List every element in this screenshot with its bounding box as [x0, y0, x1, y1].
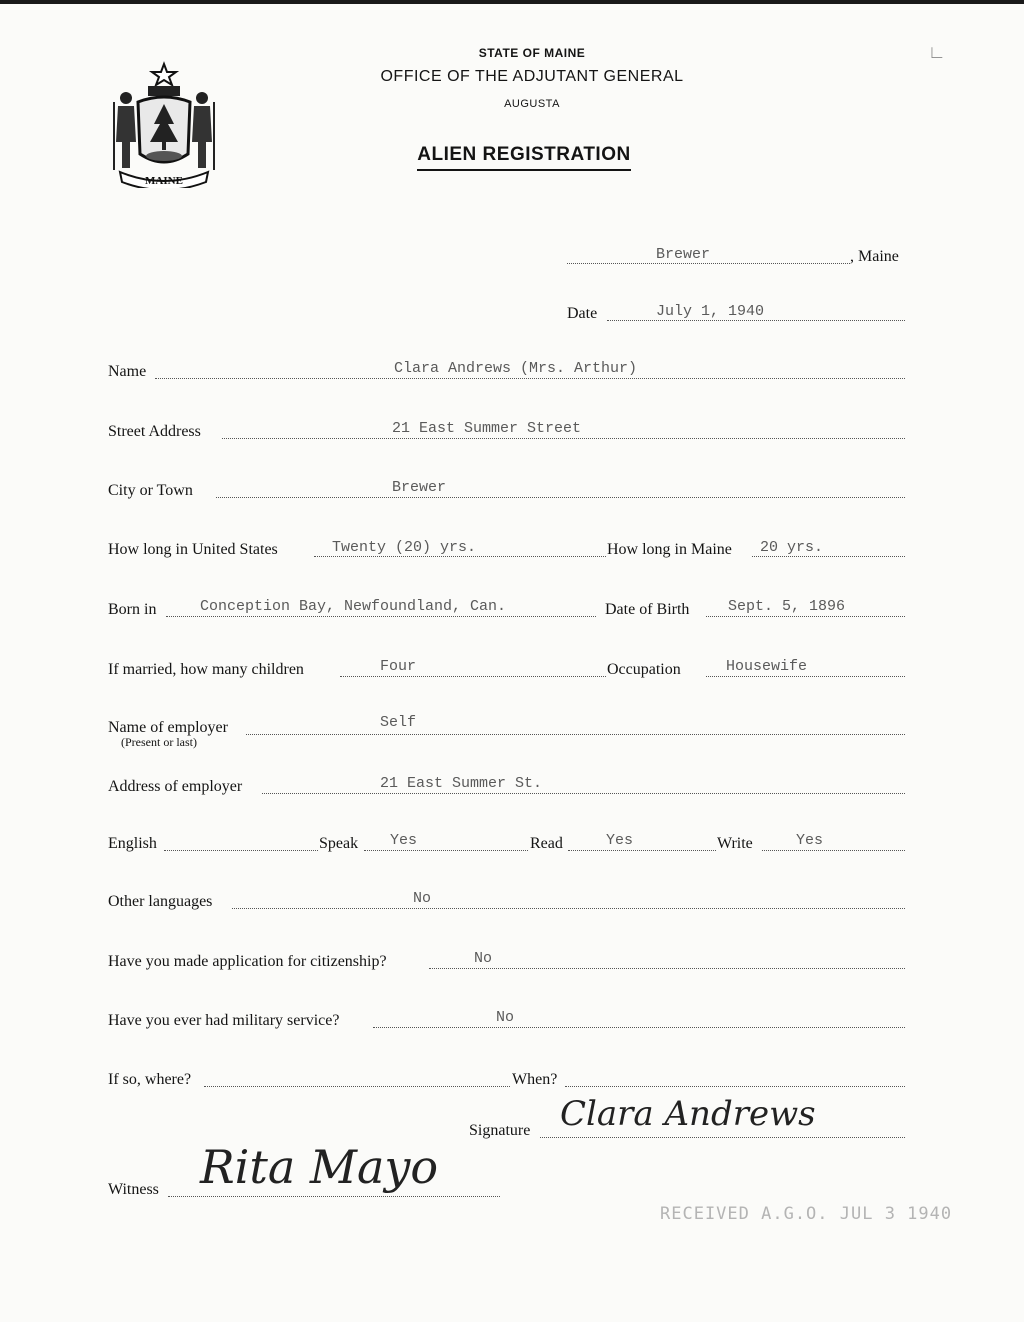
city-value: Brewer: [392, 479, 447, 496]
header-city: AUGUSTA: [504, 98, 560, 110]
english-dotted-line: [164, 850, 318, 851]
witness-dotted-line: [168, 1196, 500, 1197]
signature-label: Signature: [469, 1122, 531, 1139]
seal-text: MAINE: [145, 175, 183, 187]
born-value: Conception Bay, Newfoundland, Can.: [200, 598, 507, 615]
maine-value: 20 yrs.: [760, 539, 824, 556]
military-label: Have you ever had military service?: [108, 1012, 340, 1029]
witness-value: Rita Mayo: [200, 1140, 439, 1194]
city-dotted-line: [216, 497, 905, 498]
occupation-dotted-line: [706, 676, 905, 677]
other-lang-label: Other languages: [108, 893, 213, 910]
born-dotted-line: [166, 616, 596, 617]
form-title: ALIEN REGISTRATION: [417, 144, 630, 171]
name-dotted-line: [155, 378, 905, 379]
city-label: City or Town: [108, 482, 193, 499]
scan-border: [0, 0, 1024, 4]
employer-addr-value: 21 East Summer St.: [380, 775, 543, 792]
occupation-label: Occupation: [607, 661, 681, 678]
street-label: Street Address: [108, 423, 201, 440]
signature-value: Clara Andrews: [560, 1094, 816, 1134]
dob-dotted-line: [706, 616, 905, 617]
when-dotted-line: [565, 1086, 905, 1087]
employer-label: Name of employer: [108, 719, 228, 736]
military-dotted-line: [373, 1027, 905, 1028]
place-suffix: , Maine: [850, 248, 899, 265]
military-value: No: [496, 1009, 515, 1026]
header-office: OFFICE OF THE ADJUTANT GENERAL: [380, 68, 684, 85]
employer-value: Self: [380, 714, 417, 731]
children-label: If married, how many children: [108, 661, 304, 678]
citizenship-label: Have you made application for citizenship?: [108, 953, 387, 970]
write-value: Yes: [796, 832, 824, 849]
check-mark: ∟: [928, 42, 946, 62]
street-value: 21 East Summer Street: [392, 420, 582, 437]
employer-dotted-line: [246, 734, 905, 735]
children-dotted-line: [340, 676, 606, 677]
date-label: Date: [567, 305, 598, 322]
maine-dotted-line: [752, 556, 905, 557]
speak-value: Yes: [390, 832, 418, 849]
place-dotted-line: [567, 263, 850, 264]
write-dotted-line: [762, 850, 905, 851]
us-dotted-line: [314, 556, 606, 557]
employer-addr-dotted-line: [262, 793, 905, 794]
street-dotted-line: [222, 438, 905, 439]
where-dotted-line: [204, 1086, 510, 1087]
maine-label: How long in Maine: [607, 541, 732, 558]
children-value: Four: [380, 658, 417, 675]
employer-sublabel: (Present or last): [121, 735, 197, 749]
dob-value: Sept. 5, 1896: [728, 598, 846, 615]
name-value: Clara Andrews (Mrs. Arthur): [394, 360, 638, 377]
citizenship-dotted-line: [429, 968, 905, 969]
read-label: Read: [530, 835, 563, 852]
date-dotted-line: [607, 320, 905, 321]
us-value: Twenty (20) yrs.: [332, 539, 477, 556]
write-label: Write: [717, 835, 753, 852]
received-stamp: RECEIVED A.G.O. JUL 3 1940: [660, 1204, 953, 1224]
name-label: Name: [108, 363, 147, 380]
occupation-value: Housewife: [726, 658, 808, 675]
where-label: If so, where?: [108, 1071, 192, 1088]
speak-label: Speak: [319, 835, 359, 852]
place-value: Brewer: [656, 246, 711, 263]
other-lang-value: No: [413, 890, 432, 907]
born-label: Born in: [108, 601, 157, 618]
signature-dotted-line: [540, 1137, 905, 1138]
english-label: English: [108, 835, 157, 852]
speak-dotted-line: [364, 850, 528, 851]
date-value: July 1, 1940: [656, 303, 765, 320]
when-label: When?: [512, 1071, 558, 1088]
header-state: STATE OF MAINE: [478, 46, 586, 60]
witness-label: Witness: [108, 1181, 159, 1198]
us-label: How long in United States: [108, 541, 278, 558]
dob-label: Date of Birth: [605, 601, 690, 618]
employer-addr-label: Address of employer: [108, 778, 243, 795]
read-dotted-line: [568, 850, 716, 851]
citizenship-value: No: [474, 950, 493, 967]
other-lang-dotted-line: [232, 908, 905, 909]
read-value: Yes: [606, 832, 634, 849]
